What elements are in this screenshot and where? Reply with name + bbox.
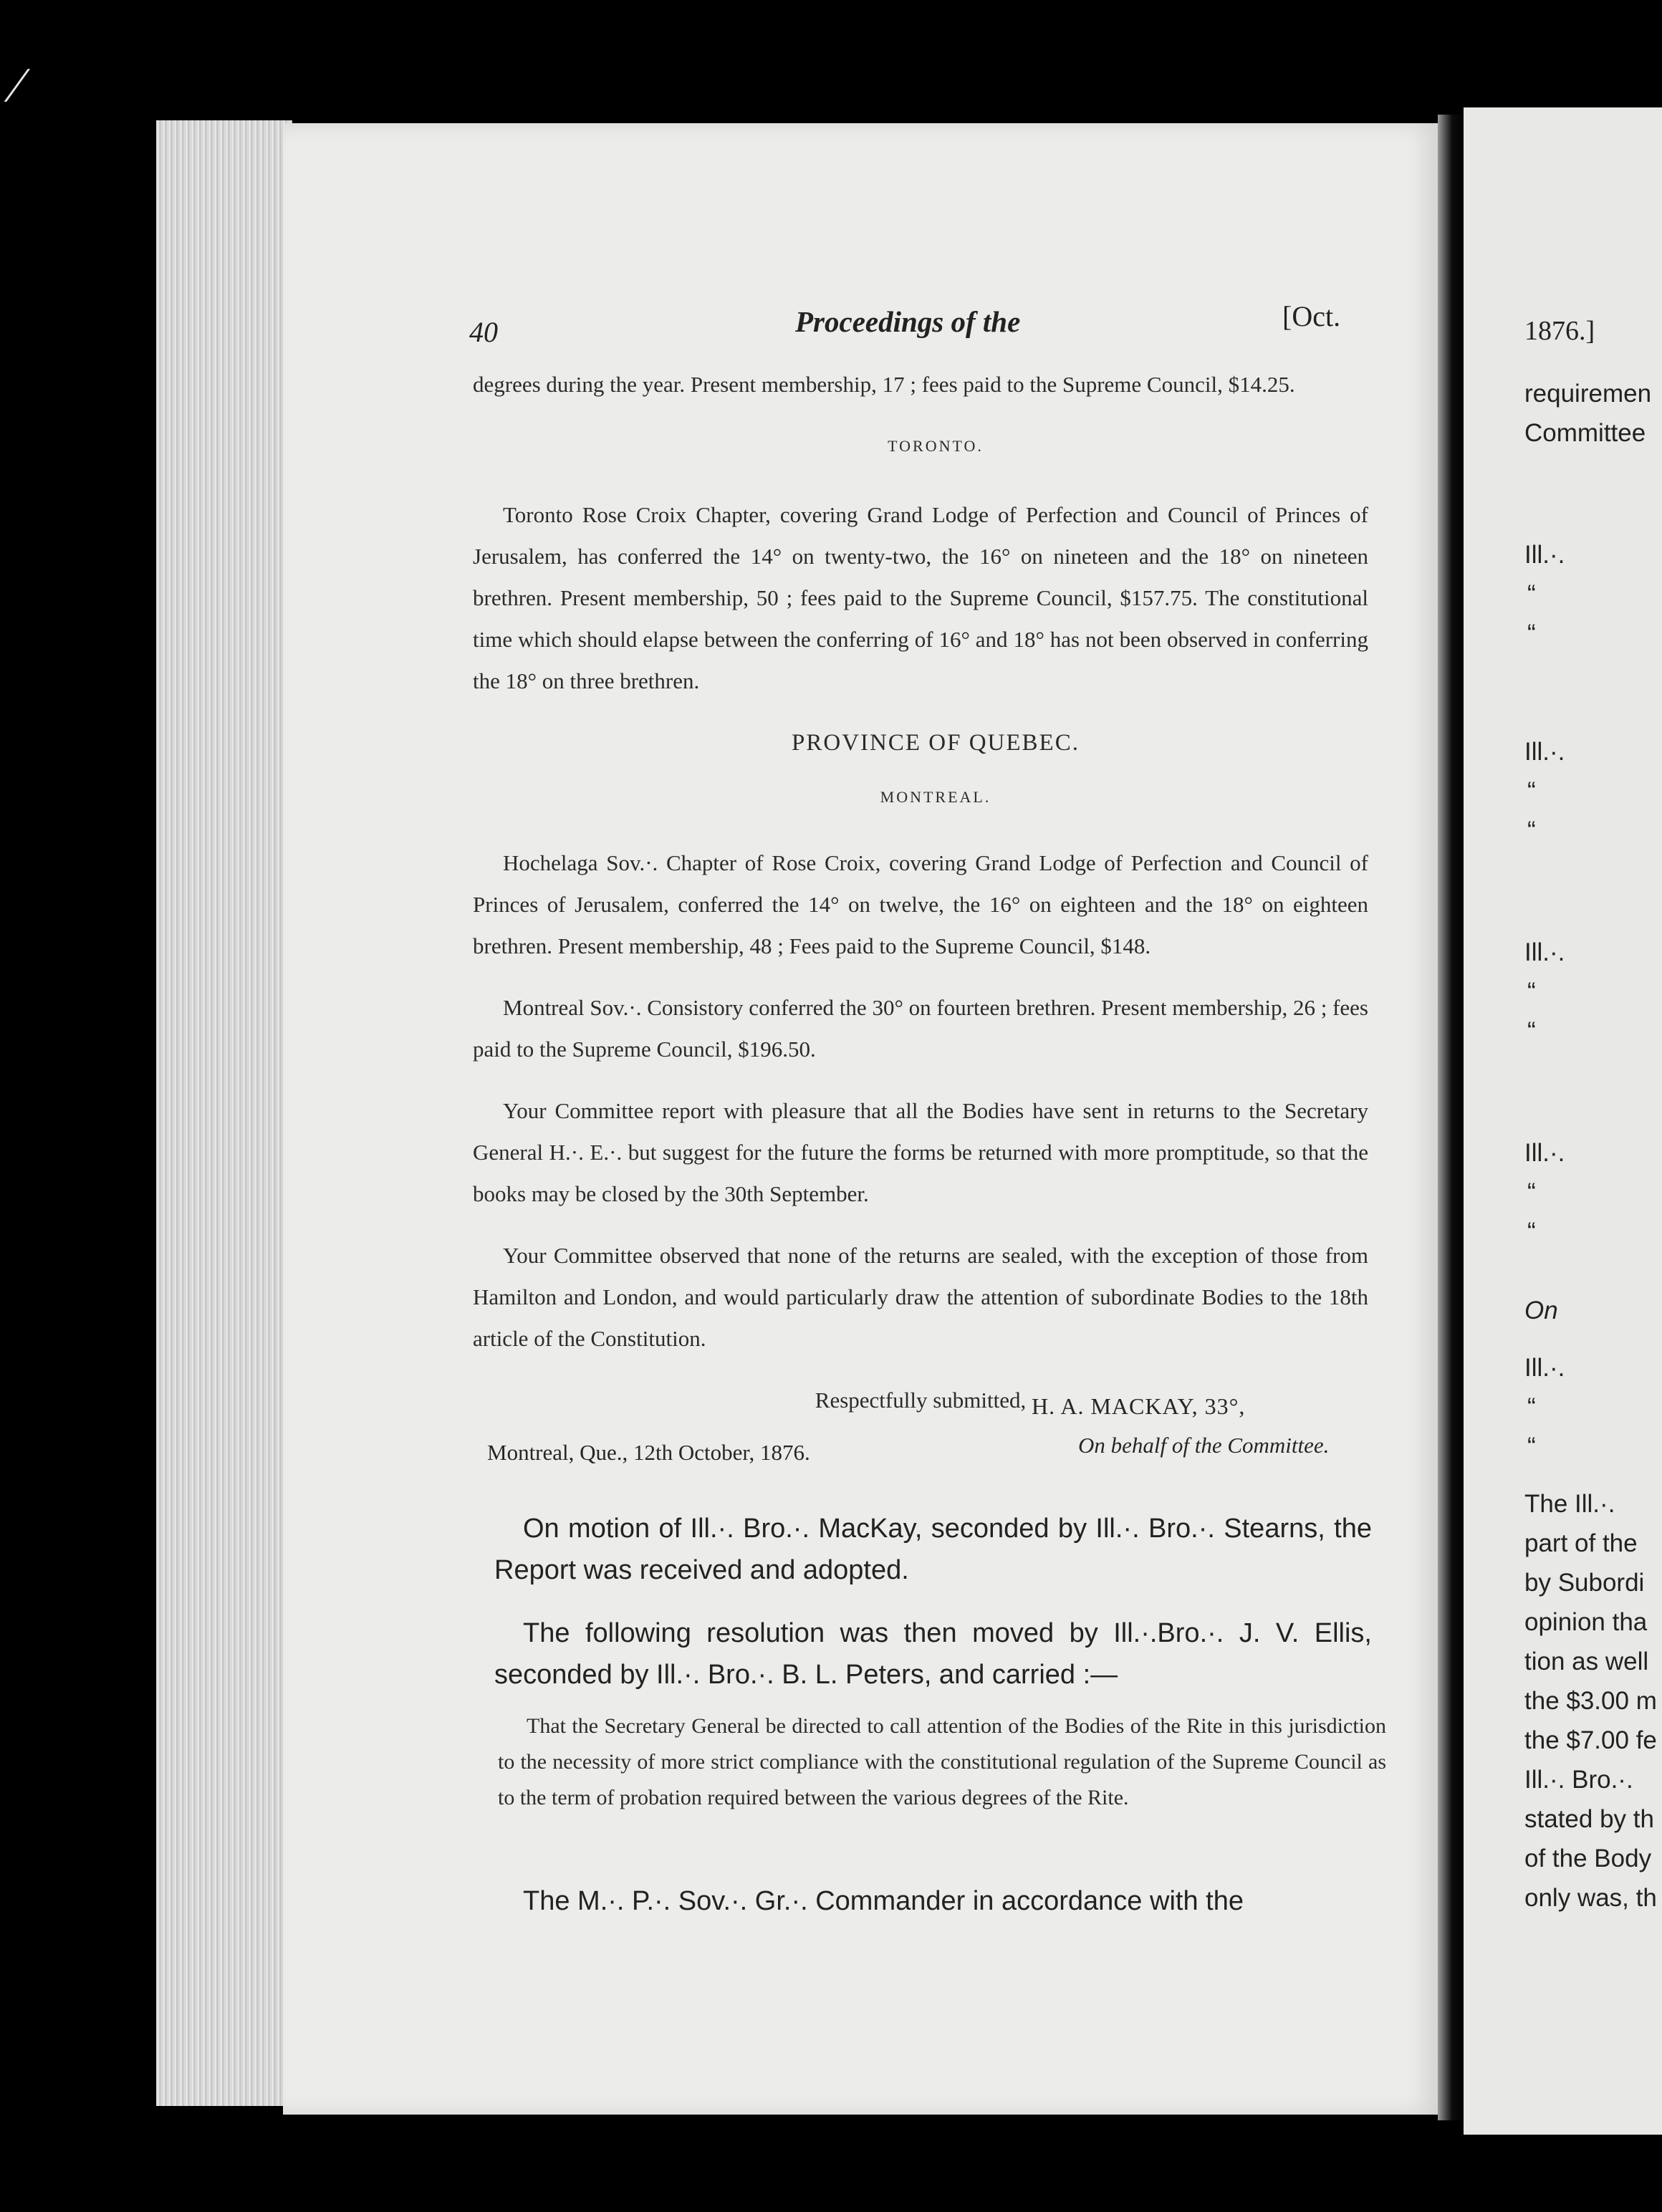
right-page-line: Committee <box>1524 419 1646 447</box>
right-page-line: “ <box>1527 1218 1536 1246</box>
right-page-line: “ <box>1527 1178 1536 1206</box>
place-date: Montreal, Que., 12th October, 1876. <box>487 1440 810 1465</box>
right-page-line: by Subordi <box>1524 1569 1645 1597</box>
right-page-line: Ill.·. <box>1524 1139 1565 1167</box>
right-page-line: Ill.·. <box>1524 938 1565 966</box>
toronto-heading: TORONTO. <box>888 437 984 455</box>
right-page-line: tion as well <box>1524 1648 1649 1675</box>
signature: H. A. MACKAY, 33°, <box>1032 1393 1246 1419</box>
running-head: Proceedings of the <box>795 305 1021 338</box>
right-page-line: “ <box>1527 580 1536 608</box>
right-page-line: the $7.00 fe <box>1524 1726 1657 1754</box>
right-page-line: Ill.·. <box>1524 541 1565 569</box>
right-page-line: the $3.00 m <box>1524 1687 1657 1715</box>
province-heading: PROVINCE OF QUEBEC. <box>792 730 1080 756</box>
right-page-line: opinion tha <box>1524 1608 1648 1636</box>
continuation-paragraph: degrees during the year. Present membership, 17 ; fees paid to the Supreme Council, $14.25. <box>473 372 1295 397</box>
motion-block <box>494 1508 1372 1696</box>
right-page-line: stated by th <box>1524 1805 1654 1833</box>
right-page-line: “ <box>1527 978 1536 1006</box>
right-page-header: 1876.] <box>1524 316 1595 346</box>
closing-line: The M.·. P.·. Sov.·. Gr.·. Commander in accordance with the <box>523 1886 1244 1916</box>
right-page-line: only was, th <box>1524 1884 1657 1912</box>
consistory-paragraph: Montreal Sov.·. Consistory conferred the 30° on fourteen brethren. Present membership, 26 ; fees paid to the Supreme Council, $196.50. <box>473 995 1368 1062</box>
right-page-line: “ <box>1527 1393 1536 1421</box>
respectfully-submitted: Respectfully submitted, <box>815 1388 1027 1413</box>
returns-paragraph: Your Committee report with pleasure that all the Bodies have sent in returns to the Secretary General H.·. E.·. but suggest for the future the forms be returned with more promptitude, so that the books may be closed by the 30th September. <box>473 1098 1368 1206</box>
resolution-text: That the Secretary General be directed to call attention of the Bodies of the Rite in this jurisdiction to the necessity of more strict compliance with the constitutional regulation of the Supreme Council as to the term of probation required between the various degrees of the Rite. <box>498 1714 1386 1809</box>
page-edges <box>156 120 292 2106</box>
resolution-text-block <box>498 1708 1386 1816</box>
running-date: [Oct. <box>1282 300 1341 332</box>
right-page-line: of the Body <box>1524 1845 1652 1872</box>
hochelaga-paragraph: Hochelaga Sov.·. Chapter of Rose Croix, covering Grand Lodge of Perfection and Council of Princes of Jerusalem, conferred the 14° on twelve, the 16° on eighteen and the 18° on eighteen brethren. Present membership, 48 ; Fees paid to the Supreme Council, $148. <box>473 850 1368 958</box>
montreal-heading: MONTREAL. <box>880 788 991 806</box>
toronto-paragraph: Toronto Rose Croix Chapter, covering Grand Lodge of Perfection and Council of Princes of Jerusalem, has conferred the 14° on twenty-two, the 16° on nineteen and the 18° on nineteen brethren. Present membership, 50 ; fees paid to the Supreme Council, $157.75. The constitutional time which should elapse between the conferring of 16° and 18° has not been observed in conferring the 18° on three brethren. <box>473 502 1368 693</box>
report-body <box>473 364 1368 1441</box>
page-number: 40 <box>469 316 498 348</box>
on-behalf-of-committee: On behalf of the Committee. <box>1078 1433 1330 1458</box>
right-page-line: “ <box>1527 817 1536 845</box>
right-page-line: requiremen <box>1524 380 1652 408</box>
motion-paragraph: On motion of Ill.·. Bro.·. MacKay, seconded by Ill.·. Bro.·. Stearns, the Report was received and adopted. <box>494 1514 1372 1585</box>
right-page-line: On <box>1524 1297 1558 1324</box>
sealed-paragraph: Your Committee observed that none of the returns are sealed, with the exception of those from Hamilton and London, and would particularly draw the attention of subordinate Bodies to the 18th article of the Constitution. <box>473 1243 1368 1351</box>
book-gutter <box>1438 115 1464 2120</box>
right-page-line: Ill.·. Bro.·. <box>1524 1766 1633 1794</box>
right-page-line: “ <box>1527 777 1536 805</box>
right-page-line: The Ill.·. <box>1524 1490 1615 1518</box>
right-page-line: part of the <box>1524 1529 1638 1557</box>
right-page-line: “ <box>1527 1433 1536 1461</box>
margin-mark: ⁄ <box>13 58 21 113</box>
right-page-line: Ill.·. <box>1524 1354 1565 1382</box>
closing-block <box>494 1880 1372 1922</box>
right-page-line: “ <box>1527 1017 1536 1045</box>
resolution-intro: The following resolution was then moved by Ill.·.Bro.·. J. V. Ellis, seconded by Ill.·. Bro.·. B. L. Peters, and carried :— <box>494 1618 1372 1690</box>
right-page-line: “ <box>1527 620 1536 648</box>
right-page-line: Ill.·. <box>1524 738 1565 766</box>
